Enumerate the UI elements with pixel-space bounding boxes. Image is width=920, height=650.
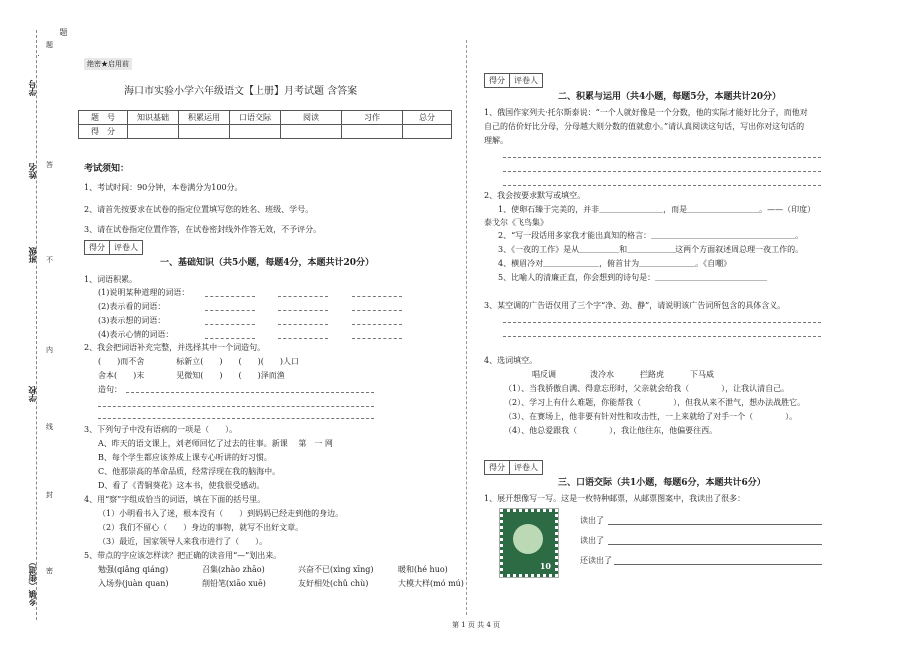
s1-q1-item: (2)表示看的词语：	[98, 302, 166, 311]
binding-char: 题	[46, 41, 53, 49]
notice-item: 3、请在试卷指定位置作答，在试卷密封线外作答无效，不予评分。	[84, 225, 322, 234]
s1-q5-item: 削铅笔(xiāo xuē)	[202, 579, 266, 588]
s2-q4: 4、选词填空。	[484, 356, 538, 365]
confidential-stamp: 绝密★启用前	[84, 58, 132, 70]
s1-q5-item: 兴奋不已(xìng xīng)	[298, 565, 374, 574]
score-row-label: 得 分	[79, 125, 128, 139]
s1-q1-item: (3)表示想的词语：	[98, 316, 166, 325]
notice-item: 1、考试时间：90分钟，本卷满分为100分。	[84, 183, 243, 192]
page-footer: 第 1 页 共 4 页	[452, 621, 501, 629]
student-id-label: 学号	[27, 80, 37, 96]
s1-q1: 1、词语积累。	[84, 275, 138, 284]
s2-q1-line: 理解。	[484, 136, 508, 145]
s2-q2-item: 泰戈尔《飞鸟集》	[484, 218, 548, 227]
s1-q4-item: （3）最近，国家领导人来我市进行了（ ）。	[98, 537, 268, 546]
read-label: 读出了	[580, 516, 604, 525]
answer-line[interactable]	[608, 524, 822, 525]
s2-q4-word: 泼冷水	[590, 370, 614, 379]
score-header-cell: 知识基础	[128, 111, 179, 125]
s2-q4-item: （4）、他总爱跟我（ ），我让他往东，他偏要往西。	[504, 426, 718, 435]
town-label: 乡镇（街道）	[27, 558, 37, 606]
globe-icon	[513, 524, 543, 554]
notice-item: 2、请首先按要求在试卷的指定位置填写您的姓名、班级、学号。	[84, 205, 314, 214]
margin-top-mark: 题	[59, 28, 68, 37]
s2-q2-item: 4、横眉冷对＿＿＿＿＿＿＿，俯首甘为＿＿＿＿＿＿＿。《自嘲》	[498, 259, 732, 268]
binding-char: 答	[46, 161, 53, 169]
read-label: 还读出了	[580, 556, 612, 565]
s2-q2-item: 2、“写一段话用多家我才能出真知的格言：＿＿＿＿＿＿＿＿＿＿＿＿＿＿＿＿＿＿。	[498, 231, 804, 240]
read-label: 读出了	[580, 536, 604, 545]
page-title: 海口市实验小学六年级语文【上册】月考试题 含答案	[124, 86, 358, 97]
s2-q1-line: 1、俄国作家列夫·托尔斯泰说：“一个人就好像是一个分数，他的实际才能好比分子，而他对	[484, 108, 808, 117]
s1-q4-item: （1）小明看书入了迷，根本没有（ ）到妈妈已经走到他的身边。	[98, 509, 344, 518]
s2-q2: 2、我会按要求默写或填空。	[484, 191, 586, 200]
s2-q1-line: 自己的估价好比分母，分母越大则分数的值就愈小。”请认真阅读这句话，写出你对这句话的	[484, 122, 805, 131]
binding-line	[36, 30, 37, 620]
s1-q3: 3、下列句子中没有语病的一项是（ ）。	[84, 425, 238, 434]
score-header-cell: 总分	[403, 111, 452, 125]
s2-q2-item: 5、比喻人的清廉正直，你会想到的诗句是：＿＿＿＿＿＿＿＿＿＿＿＿＿＿	[498, 273, 768, 282]
s2-q2-item: 3、《一夜的工作》是从＿＿＿＿＿和＿＿＿＿＿＿这两个方面叙述周总理一夜工作的。	[498, 245, 804, 254]
s1-q5-item: 暖和(hé huo)	[398, 565, 448, 574]
answer-line[interactable]	[614, 564, 822, 565]
score-header-cell: 口语交际	[230, 111, 281, 125]
s1-q1-item: (4)表示心情的词语：	[98, 330, 174, 339]
s1-q2-row: 造句：	[98, 385, 122, 394]
s2-q4-word: 下马威	[690, 370, 714, 379]
school-label: 学校	[27, 386, 37, 402]
s1-q3-option: A、昨天的语文课上，刘老师回忆了过去的往事。新课 第 一 网	[98, 439, 333, 448]
s1-q2-row: ( )而不舍 标新立( ) ( )( )人口	[98, 357, 299, 366]
s1-q4-item: （2）我们不留心（ ）身边的事物，就写不出好文章。	[98, 523, 304, 532]
s2-q3: 3、某空调的广告语仅用了三个字“净、劲、静”，请说明该广告词所包含的具体含义。	[484, 301, 786, 310]
s2-q4-item: （3）、在赛场上，他非要有针对性和攻击性，一上来就给了对手一个（ ）。	[504, 412, 798, 421]
section3-title: 三、口语交际（共1小题，每题6分，本题共计6分）	[558, 478, 766, 488]
score-header-cell: 题 号	[79, 111, 128, 125]
s1-q5-item: 勉强(qiǎng qiáng)	[98, 565, 169, 574]
s2-q2-item: 1、使卵石臻于完美的，并非＿＿＿＿＿＿＿＿，而是＿＿＿＿＿＿＿＿＿。——（印度）	[498, 205, 816, 214]
s3-q1: 1、展开想像写一写。这是一枚特种邮票，从邮票图案中，我读出了很多：	[484, 494, 746, 503]
column-divider	[466, 40, 467, 615]
s1-q5: 5、带点的字应该怎样读？把正确的读音用“—”划出来。	[84, 551, 282, 560]
binding-char: 封	[46, 491, 53, 499]
s1-q3-option: C、他那崇高的革命品质，经常浮现在我的脑海中。	[98, 467, 281, 476]
s1-q2: 2、我会把词语补充完整，并选择其中一个词造句。	[84, 343, 266, 352]
s1-q1-item: (1)说明某种道理的词语：	[98, 288, 190, 297]
postage-stamp-image	[500, 509, 558, 577]
answer-line[interactable]	[608, 544, 822, 545]
section2-title: 二、积累与运用（共4小题，每题5分，本题共计20分）	[558, 92, 782, 102]
binding-char: 线	[46, 423, 53, 431]
section3-scorebox: 得分 评卷人	[484, 460, 543, 475]
s2-q4-word: 拦路虎	[640, 370, 664, 379]
binding-char: 密	[46, 567, 53, 575]
s2-q4-item: （1）、当我骄傲自满、得意忘形时，父亲就会给我（ ），让我认清自己。	[504, 384, 790, 393]
score-table	[78, 110, 452, 139]
score-header-cell: 习作	[342, 111, 403, 125]
section1-title: 一、基础知识（共5小题，每题4分，本题共计20分）	[160, 258, 375, 268]
stamp-value: 10	[539, 561, 551, 571]
binding-char: 内	[46, 346, 53, 354]
s1-q5-item: 召集(zhào zhāo)	[202, 565, 265, 574]
s1-q4: 4、用“察”字组成恰当的词语，填在下面的括号里。	[84, 495, 266, 504]
notice-heading: 考试须知：	[84, 164, 130, 174]
name-label: 姓名	[27, 163, 37, 179]
s2-q4-word: 唱反调	[532, 370, 556, 379]
s1-q5-item: 友好相处(chǔ chù)	[298, 579, 369, 588]
s1-q3-option: B、每个学生都应该养成上课专心听讲的好习惯。	[98, 453, 272, 462]
class-label: 班级	[27, 247, 37, 263]
s1-q5-item: 入场券(juàn quan)	[98, 579, 169, 588]
score-header-cell: 阅读	[281, 111, 342, 125]
binding-char: 不	[46, 256, 53, 264]
section2-scorebox: 得分 评卷人	[484, 73, 543, 88]
section1-scorebox: 得分 评卷人	[84, 240, 143, 255]
score-header-cell: 积累运用	[179, 111, 230, 125]
s1-q5-item: 大模大样(mó mú)	[398, 579, 464, 588]
s1-q3-option: D、看了《青铜葵花》这本书，使我很受感动。	[98, 481, 265, 490]
s1-q2-row: 舍本( )末 见微知( ) ( )泽而渔	[98, 371, 285, 380]
s2-q4-item: （2）、学习上有什么难题，你能帮我（ ），但我从来不泄气，想办法战胜它。	[504, 398, 806, 407]
